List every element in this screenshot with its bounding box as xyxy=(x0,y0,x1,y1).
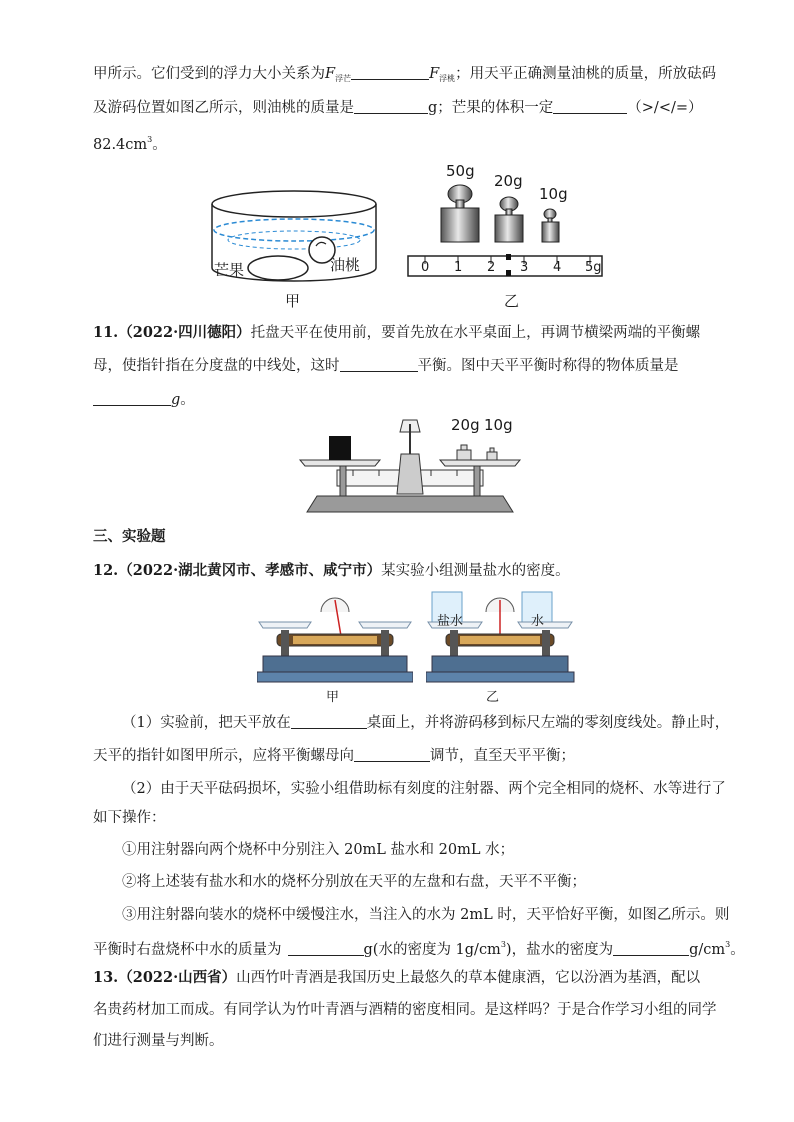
q12-text: 某实验小组测量盐水的密度。 xyxy=(381,563,570,579)
q12-p2-line2: 如下操作： xyxy=(93,810,166,826)
salt-water-label: 盐水 xyxy=(437,614,464,629)
q11-line2 xyxy=(93,356,713,376)
q12-step3-line1: ③用注射器向装水的烧杯中缓慢注水，当注入的水为 2mL 时，天平恰好平衡，如图乙所示。则 xyxy=(122,907,730,923)
q12-text: （1）实验前，把天平放在 xyxy=(122,715,291,731)
weight-10g-label: 10g xyxy=(484,416,513,434)
question-number: 13.（2022·山西省） xyxy=(93,969,237,986)
answer-blank[interactable] xyxy=(354,747,430,762)
force-symbol: F xyxy=(325,66,336,82)
balance-figure-jia xyxy=(257,596,413,686)
q12-line1 xyxy=(93,561,713,581)
tick-label: 5g xyxy=(585,260,602,275)
subscript: 浮桃 xyxy=(439,74,456,83)
tick-label: 0 xyxy=(421,260,430,275)
answer-blank[interactable] xyxy=(291,714,367,729)
unit: g xyxy=(171,392,181,408)
q11-text: 。 xyxy=(180,392,195,408)
weight-50g xyxy=(441,208,479,242)
answer-blank[interactable] xyxy=(613,941,689,956)
q13-line3: 们进行测量与判断。 xyxy=(93,1033,224,1049)
superscript: 3 xyxy=(147,135,153,144)
weight-20g-label: 20g xyxy=(494,172,523,190)
q13-line2: 名贵药材加工而成。有同学认为竹叶青酒与酒精的密度相同。是这样吗？于是合作学习小组的同学 xyxy=(93,1002,717,1018)
tick-label: 1 xyxy=(454,260,463,275)
q11-line3 xyxy=(93,390,713,410)
q10-text: （>/</=） xyxy=(627,100,703,116)
question-number: 11.（2022·四川德阳） xyxy=(93,324,251,341)
q12-text: g/cm xyxy=(689,942,726,958)
weights-and-rider-figure xyxy=(405,180,605,280)
figure-caption-yi: 乙 xyxy=(504,292,520,310)
tick-label: 4 xyxy=(553,260,562,275)
superscript: 3 xyxy=(500,940,506,949)
q10-line1 xyxy=(93,64,717,89)
q11-text: 托盘天平在使用前，要首先放在水平桌面上，再调节横梁两端的平衡螺 xyxy=(250,325,701,341)
answer-blank[interactable] xyxy=(351,65,429,80)
balance-figure-yi xyxy=(426,590,592,686)
superscript: 3 xyxy=(725,940,731,949)
q10-text: 甲所示。它们受到的浮力大小关系为 xyxy=(93,66,325,82)
answer-blank[interactable] xyxy=(553,99,627,114)
q12-text: 天平的指针如图甲所示，应将平衡螺母向 xyxy=(93,748,354,764)
figure-caption-jia: 甲 xyxy=(285,292,301,310)
q10-text: 。 xyxy=(152,137,167,153)
weight-10g-label: 10g xyxy=(539,185,568,203)
question-number: 12.（2022·湖北黄冈市、孝感市、咸宁市） xyxy=(93,562,382,579)
q12-text: 平衡时右盘烧杯中水的质量为 xyxy=(93,942,282,958)
q10-text: g；芒果的体积一定 xyxy=(428,100,554,116)
q10-line2 xyxy=(93,98,713,118)
tick-label: 2 xyxy=(487,260,496,275)
weight-50g-label: 50g xyxy=(446,162,475,180)
rider-scale xyxy=(408,256,602,276)
q12-p1-line2 xyxy=(93,746,713,766)
q10-text: 82.4cm xyxy=(93,137,148,153)
water-label: 水 xyxy=(531,614,545,629)
rider xyxy=(506,254,511,260)
q12-step1: ①用注射器向两个烧杯中分别注入 20mL 盐水和 20mL 水； xyxy=(122,842,515,858)
q13-line1 xyxy=(93,968,713,988)
q11-text: 母，使指针指在分度盘的中线处，这时 xyxy=(93,358,340,374)
q12-text: 调节，直至天平平衡； xyxy=(430,748,575,764)
q11-text: 平衡。图中天平平衡时称得的物体质量是 xyxy=(417,358,679,374)
object-block xyxy=(329,436,351,460)
q10-text: 及游码位置如图乙所示，则油桃的质量是 xyxy=(93,100,354,116)
figure-caption-jia: 甲 xyxy=(326,690,340,705)
section-heading: 三、实验题 xyxy=(93,528,166,545)
q12-step3-line2 xyxy=(93,935,745,960)
peach-label: 油桃 xyxy=(330,256,361,274)
force-symbol: F xyxy=(429,66,440,82)
q12-text: 桌面上，并将游码移到标尺左端的零刻度线处。静止时， xyxy=(366,715,730,731)
figure-caption-yi: 乙 xyxy=(486,690,500,705)
q12-p2-line1: （2）由于天平砝码损坏，实验小组借助标有刻度的注射器、两个完全相同的烧杯、水等进行了 xyxy=(122,781,726,797)
answer-blank[interactable] xyxy=(93,391,171,406)
subscript: 浮芒 xyxy=(335,74,352,83)
balance-figure xyxy=(297,414,523,514)
answer-blank[interactable] xyxy=(354,99,428,114)
q12-text: g(水的密度为 1g/cm xyxy=(363,942,501,958)
q10-text: ；用天平正确测量油桃的质量，所放砝码 xyxy=(455,66,717,82)
tick-label: 3 xyxy=(520,260,529,275)
q10-line3 xyxy=(93,130,713,155)
mango-shape xyxy=(248,256,308,280)
q11-line1 xyxy=(93,323,713,343)
q12-text: 。 xyxy=(730,942,745,958)
answer-blank[interactable] xyxy=(340,357,418,372)
weight-10g xyxy=(542,222,559,242)
q13-text: 山西竹叶青酒是我国历史上最悠久的草本健康酒，它以汾酒为基酒，配以 xyxy=(236,970,701,986)
weight-20g xyxy=(495,215,523,242)
q12-text: )，盐水的密度为 xyxy=(505,942,614,958)
answer-blank[interactable] xyxy=(288,941,364,956)
q12-p1-line1 xyxy=(122,713,742,733)
q12-step2: ②将上述装有盐水和水的烧杯分别放在天平的左盘和右盘，天平不平衡； xyxy=(122,874,586,890)
weight-20g-label: 20g xyxy=(451,416,480,434)
mango-label: 芒果 xyxy=(214,261,245,279)
